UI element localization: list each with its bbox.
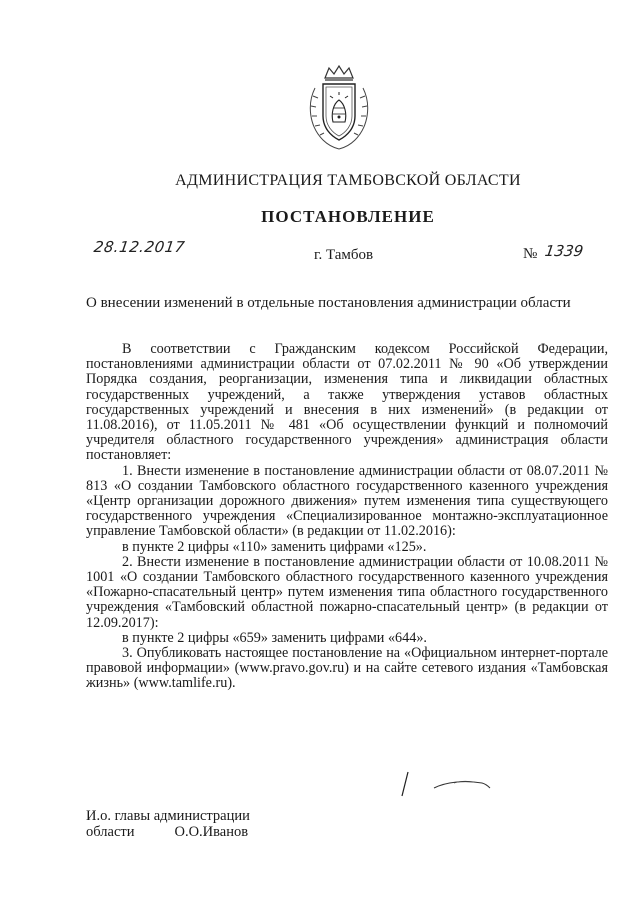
handwritten-date: 28.12.2017 [92,238,187,256]
preamble-paragraph: В соответствии с Гражданским кодексом Российской Федерации, постановлениями администрации области от 07.02.2011 № 90 «Об утверждении Порядка создания, реорганизации, изменения типа и ликвидации областных государственных учреждений, а также утверждения уставов областных государственных учреждений и внесения в них изменений» (в редакции от 11.08.2016), от 11.05.2011 № 481 «Об осуществлении функций и полномочий учредителя областного государственного учреждения» администрация области постановляет: [86,341,608,464]
clause-3-paragraph: 3. Опубликовать настоящее постановление на «Официальном интернет-портале правовой информации» (www.pravo.gov.ru) и на сайте сетевого издания «Тамбовская жизнь» (www.tamlife.ru). [86,645,608,692]
number-prefix: № [523,246,538,262]
handwritten-signature [394,768,494,800]
signer-title-line2: области [86,824,135,840]
coat-of-arms-emblem [303,64,375,150]
signer-title-line1: И.о. главы администрации [86,808,250,824]
agency-name: АДМИНИСТРАЦИЯ ТАМБОВСКОЙ ОБЛАСТИ [175,172,521,189]
document-meta-row [0,236,640,268]
clause-1-amendment: в пункте 2 цифры «110» заменить цифрами «125». [122,538,427,555]
clause-1-paragraph: 1. Внести изменение в постановление администрации области от 08.07.2011 № 813 «О создании Тамбовского областного государственного казенного учреждения «Центр организации дорожного движения» путем изменения типа существующего государственного учреждения «Специализированное монтажно-эксплуатационное управление Тамбовской области» (в редакции от 11.02.2016): [86,462,608,540]
clause-2-paragraph: 2. Внести изменение в постановление администрации области от 10.08.2011 № 1001 «О создании Тамбовского областного государственного казенного учреждения «Пожарно-спасательный центр» путем изменения типа областного государственного учреждения «Тамбовский областной пожарно-спасательный центр» (в редакции от 12.09.2017): [86,553,608,631]
document-body [86,342,608,692]
city-name: г. Тамбов [314,247,374,263]
document-subject: О внесении изменений в отдельные постановления администрации области [86,295,571,311]
clause-2-amendment: в пункте 2 цифры «659» заменить цифрами «644». [122,629,427,646]
signer-block [86,808,250,840]
handwritten-document-number: 1339 [543,242,585,260]
signer-name: О.О.Иванов [174,824,249,840]
document-type-title: ПОСТАНОВЛЕНИЕ [261,207,435,226]
